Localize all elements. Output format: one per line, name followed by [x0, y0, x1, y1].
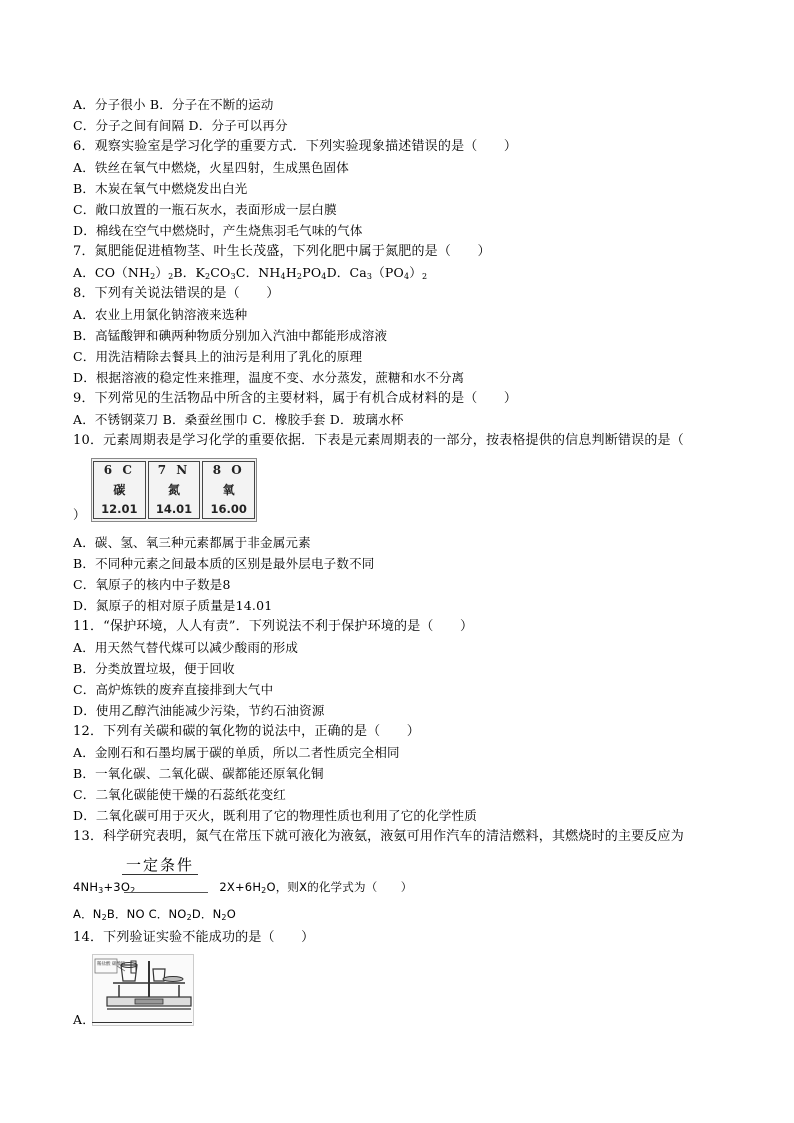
element-mass: 14.01	[155, 502, 193, 516]
q9-options: A．不锈钢菜刀 B．桑蚕丝围巾 C．橡胶手套 D．玻璃水杯	[73, 412, 404, 427]
q14-option-a-label: A．	[73, 1012, 95, 1027]
q10-stem-end: ）	[73, 507, 86, 522]
q11-option-d: D．使用乙醇汽油能减少污染，节约石油资源	[73, 703, 325, 718]
q6-option-c: C．敞口放置的一瓶石灰水，表面形成一层白膜	[73, 202, 337, 217]
q10-stem: 10．元素周期表是学习化学的重要依据．下表是元素周期表的一部分，按表格提供的信息判断错误的是（	[73, 433, 684, 448]
q11-option-b: B．分类放置垃圾，便于回收	[73, 661, 235, 676]
q14-option-a-underline	[92, 1022, 192, 1023]
q11-stem: 11．“保护环境，人人有责”．下列说法不利于保护环境的是（ ）	[73, 619, 474, 634]
q8-option-b: B．高锰酸钾和碘两种物质分别加入汽油中都能形成溶液	[73, 328, 388, 343]
reaction-reactants: $4NH_3+3O_2$	[73, 880, 136, 895]
q5-options-cd: C．分子之间有间隔 D．分子可以再分	[73, 118, 288, 133]
element-oxygen	[202, 461, 255, 519]
balance-drawing	[93, 955, 193, 1025]
q10-option-a: A．碳、氢、氧三种元素都属于非金属元素	[73, 535, 311, 550]
element-nitrogen	[148, 461, 201, 519]
q12-option-d: D．二氧化碳可用于灭火，既利用了它的物理性质也利用了它的化学性质	[73, 808, 477, 823]
q8-option-d: D．根据溶液的稳定性来推理，温度不变、水分蒸发，蔗糖和水不分离	[73, 370, 465, 385]
q12-option-b: B．一氧化碳、二氧化碳、碳都能还原氧化铜	[73, 766, 324, 781]
reaction-arrow-line	[124, 892, 208, 893]
q8-stem: 8．下列有关说法错误的是（ ）	[73, 286, 280, 301]
balance-experiment-image	[92, 954, 194, 1026]
q6-option-a: A．铁丝在氧气中燃烧，火星四射，生成黑色固体	[73, 160, 349, 175]
element-symbol: 8 O	[212, 463, 245, 477]
q7-option-a: A．$CO(NH_2)_2$	[73, 265, 174, 281]
reaction-condition-bar	[122, 874, 198, 875]
element-mass: 12.01	[101, 502, 138, 516]
q11-option-a: A．用天然气替代煤可以减少酸雨的形成	[73, 640, 299, 655]
element-symbol: 7 N	[157, 463, 191, 477]
q12-option-a: A．金刚石和石墨均属于碳的单质，所以二者性质完全相同	[73, 745, 400, 760]
q6-option-b: B．木炭在氧气中燃烧发出白光	[73, 181, 248, 196]
q14-stem: 14．下列验证实验不能成功的是（ ）	[73, 930, 315, 945]
q7-option-c: C．$NH_4H_2PO_4$	[235, 265, 327, 281]
q7-option-d: D．$Ca_3(PO_4)_2$	[326, 265, 428, 281]
q12-stem: 12．下列有关碳和碳的氧化物的说法中，正确的是（ ）	[73, 724, 420, 739]
reaction-equation	[73, 879, 413, 899]
q7-option-b: B．$K_2CO_3$	[173, 265, 236, 281]
q6-option-d: D．棉线在空气中燃烧时，产生烧焦羽毛气味的气体	[73, 223, 363, 238]
q6-stem: 6．观察实验室是学习化学的重要方式．下列实验现象描述错误的是（ ）	[73, 139, 518, 154]
q10-option-c: C．氧原子的核内中子数是8	[73, 577, 231, 592]
q10-option-b: B．不同种元素之间最本质的区别是最外层电子数不同	[73, 556, 375, 571]
q11-option-c: C．高炉炼铁的废弃直接排到大气中	[73, 682, 274, 697]
q9-stem: 9．下列常见的生活物品中所含的主要材料，属于有机合成材料的是（ ）	[73, 391, 518, 406]
q5-options-ab: A．分子很小 B．分子在不断的运动	[73, 97, 274, 112]
element-mass: 16.00	[210, 502, 247, 516]
element-name: 氮	[168, 483, 181, 497]
element-symbol: 6 C	[103, 463, 135, 477]
q12-option-c: C．二氧化碳能使干燥的石蕊纸花变红	[73, 787, 286, 802]
q7-stem: 7．氮肥能促进植物茎、叶生长茂盛，下列化肥中属于氮肥的是（ ）	[73, 244, 491, 259]
element-name: 氧	[222, 483, 235, 497]
q13-options: A．$N_2B$．NO C．$NO_2D$．$N_2O$	[73, 907, 236, 922]
reaction-products: $2X+6H_2O$，则X的化学式为（ ）	[219, 880, 413, 895]
element-carbon	[93, 461, 146, 519]
balance-label: 稀盐酸 碳酸钠	[97, 962, 126, 967]
element-name: 碳	[113, 483, 126, 497]
q10-option-d: D．氮原子的相对原子质量是14.01	[73, 598, 273, 613]
reaction-condition: 一定条件	[125, 856, 194, 874]
q7-options	[73, 264, 427, 285]
periodic-table-excerpt	[91, 458, 257, 522]
q13-stem: 13．科学研究表明，氮气在常压下就可液化为液氨，液氨可用作汽车的清洁燃料，其燃烧时的主要反应为	[73, 829, 684, 844]
q8-option-a: A．农业上用氯化钠溶液来选种	[73, 307, 248, 322]
q8-option-c: C．用洗洁精除去餐具上的油污是利用了乳化的原理	[73, 349, 363, 364]
